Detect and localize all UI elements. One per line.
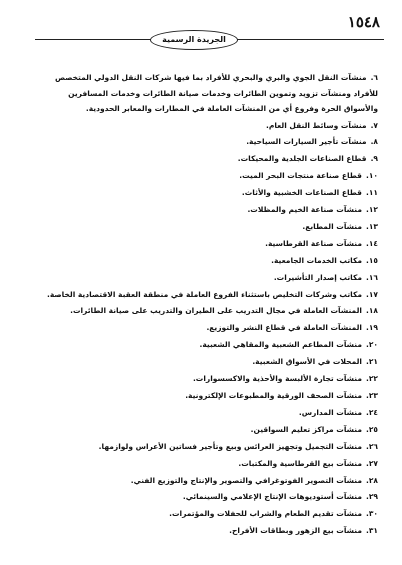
list-item: ٢٤.منشآت المدارس. xyxy=(298,407,378,417)
list-item: ٢٢.منشآت تجارة الألبسة والأحذية والاكسسوارات. xyxy=(192,374,378,384)
gazette-name-oval: الجريدة الرسمية xyxy=(150,30,238,50)
list-item: ١٠.قطاع صناعة منتجات البحر الميت. xyxy=(239,171,378,181)
list-item: ١١.قطاع الصناعات الخشبية والأثاث. xyxy=(241,188,378,198)
sector-list xyxy=(44,70,378,540)
list-item: ١٨.المنشآت العاملة في مجال التدريب على الطيران والتدريب على صيانة الطائرات. xyxy=(70,306,378,316)
list-item: ٧.منشآت وسائط النقل العام. xyxy=(266,120,378,130)
list-item: ١٣.منشآت المطابع. xyxy=(302,221,378,231)
list-item: ١٢.منشآت صناعة الخيم والمظلات. xyxy=(247,205,378,215)
list-item: ٢٨.منشآت التصوير الفوتوغرافي والتصوير والإنتاج والتوزيع الفني. xyxy=(130,475,378,485)
list-item: ٢٥.منشآت مراكز تعليم السواقين. xyxy=(250,424,378,434)
list-item: ٢٠.منشآت المطاعم الشعبية والمقاهي الشعبية. xyxy=(199,340,378,350)
list-item: ٢١.المحلات في الأسواق الشعبية. xyxy=(252,357,378,367)
list-item: ٣٠.منشآت تقديم الطعام والشراب للحفلات والمؤتمرات. xyxy=(169,509,378,519)
list-item: ١٥.مكاتب الخدمات الجامعية. xyxy=(271,255,378,265)
list-item: ١٧.مكاتب وشركات التخليص باستثناء الفروع العاملة في منطقة العقبة الاقتصادية الخاصة. xyxy=(47,289,378,299)
list-item: ٦.منشآت النقل الجوي والبري والبحري للأفراد بما فيها شركات النقل الدولي المتخصص للأفراد ومنشآت تزويد وتموين الطائرات وخدمات صيانة الطائرات وخدمات المسافرين والأسواق الحرة وفروع أي من المنشآت العاملة في المطارات والمعابر الحدودية. xyxy=(55,73,378,113)
list-item: ٢٧.منشآت بيع القرطاسية والمكتبات. xyxy=(238,458,378,468)
list-item: ٨.منشآت تأجير السيارات السياحية. xyxy=(246,137,378,147)
list-item: ٢٦.منشآت التجميل وتجهيز العرائس وبيع وتأجير فساتين الأعراس ولوازمها. xyxy=(98,441,378,451)
list-item: ١٦.مكاتب إصدار التأشيرات. xyxy=(273,272,378,282)
list-item: ١٤.منشآت صناعة القرطاسية. xyxy=(265,238,378,248)
page-number: ١٥٤٨ xyxy=(347,13,380,31)
list-item: ٢٩.منشآت أستوديوهات الإنتاج الإعلامي والسينمائي. xyxy=(182,492,378,502)
list-item: ٢٣.منشآت الصحف الورقية والمطبوعات الإلكترونية. xyxy=(185,391,378,400)
list-item: ١٩.المنشآت العاملة في قطاع النشر والتوزيع. xyxy=(206,323,378,333)
list-item: ٣١.منشآت بيع الزهور وبطاقات الأفراح. xyxy=(229,526,378,536)
list-item: ٩.قطاع الصناعات الجلدية والمحيكات. xyxy=(237,154,378,164)
